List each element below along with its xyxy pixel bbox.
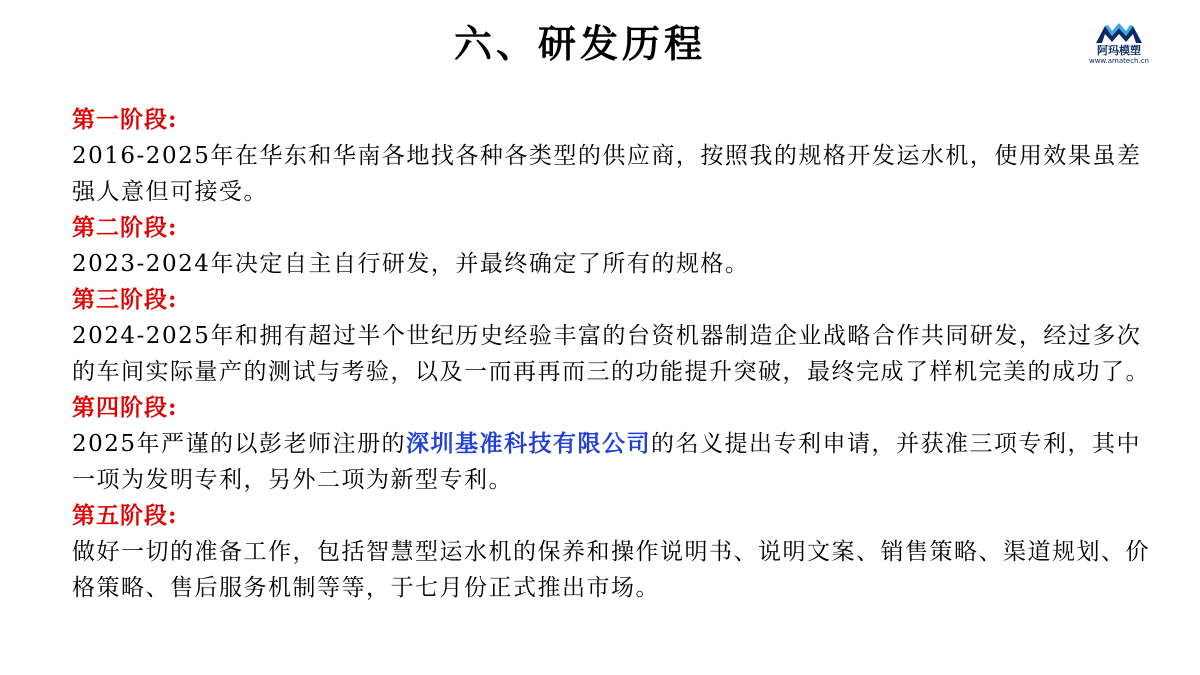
stage-4-body-after: 的名义提出专利申请，并获准三项专利，其中一项为发明专利，另外二项为新型专利。 (72, 431, 1142, 493)
stage-3-body: 2024-2025年和拥有超过半个世纪历史经验丰富的台资机器制造企业战略合作共同研发，经过多次的车间实际量产的测试与考验，以及一而再再而三的功能提升突破，最终完成了样机完美的成功了。 (72, 323, 1150, 385)
development-history (72, 102, 1162, 606)
stage-4-heading: 第四阶段: (72, 394, 178, 421)
logo-mountain-icon (1094, 22, 1144, 44)
stage-4-body-before: 2025年严谨的以彭老师注册的 (72, 431, 407, 457)
page-title: 六、研发历程 (453, 21, 706, 66)
stage-4-body (72, 426, 1162, 498)
company-name-highlight: 深圳基准科技有限公司 (406, 430, 652, 457)
company-logo (1084, 22, 1154, 76)
stage-5-body: 做好一切的准备工作，包括智慧型运水机的保养和操作说明书、说明文案、销售策略、渠道规划、价格策略、售后服务机制等等，于七月份正式推出市场。 (72, 539, 1150, 601)
logo-url: www.amatech.cn (1088, 57, 1149, 65)
stage-3-heading: 第三阶段: (72, 286, 178, 313)
stage-5-heading: 第五阶段: (72, 502, 178, 529)
logo-name: 阿玛模塑 (1097, 44, 1141, 57)
stage-2-heading: 第二阶段: (72, 214, 178, 241)
stage-1-body: 2016-2025年在华东和华南各地找各种各类型的供应商，按照我的规格开发运水机，使用效果虽差强人意但可接受。 (72, 143, 1142, 205)
stage-1-heading: 第一阶段: (72, 106, 178, 133)
stage-2-body: 2023-2024年决定自主自行研发，并最终确定了所有的规格。 (72, 251, 750, 277)
